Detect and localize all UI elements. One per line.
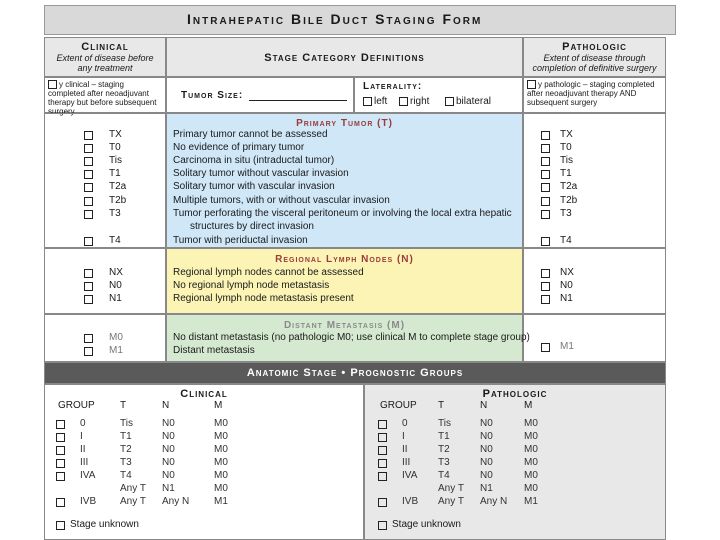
clinical-y-cell xyxy=(44,77,166,117)
anatomic-clinical-title: Clinical xyxy=(180,388,228,400)
pathologic-t1-checkbox[interactable] xyxy=(541,170,550,179)
n-definition-2: Regional lymph node metastasis present xyxy=(173,293,354,304)
clinical-code-n0: N0 xyxy=(109,280,122,291)
pathologic-header-group: GROUP xyxy=(380,400,417,411)
clinical-m-cell xyxy=(44,314,166,362)
anatomic-header xyxy=(44,362,666,384)
clinical-cell-2-2: N0 xyxy=(162,444,175,455)
pathologic-stage-unknown-checkbox[interactable] xyxy=(378,521,387,530)
clinical-code-n1: N1 xyxy=(109,293,122,304)
pathologic-code-t4: T4 xyxy=(560,235,572,246)
clinical-cell-3-3: M0 xyxy=(214,457,228,468)
clinical-code-t2a: T2a xyxy=(109,181,127,192)
clinical-cell-1-2: N0 xyxy=(162,431,175,442)
clinical-stage-unknown-checkbox[interactable] xyxy=(56,521,65,530)
pathologic-t4-checkbox[interactable] xyxy=(541,237,550,246)
clinical-code-t2b: T2b xyxy=(109,195,127,206)
pathologic-cell-6-3: M1 xyxy=(524,496,538,507)
pathologic-group-II-checkbox[interactable] xyxy=(378,446,387,455)
distant-metastasis-title: Distant Metastasis (M) xyxy=(283,320,406,331)
pathologic-group-IVB-checkbox[interactable] xyxy=(378,498,387,507)
pathologic-m-cell xyxy=(523,314,666,362)
clinical-cell-2-3: M0 xyxy=(214,444,228,455)
clinical-cell-0-2: N0 xyxy=(162,418,175,429)
pathologic-m1-checkbox[interactable] xyxy=(541,343,550,352)
clinical-code-t4: T4 xyxy=(109,235,121,246)
clinical-cell-4-3: M0 xyxy=(214,470,228,481)
pathologic-cell-0-1: Tis xyxy=(438,418,451,429)
pathologic-cell-4-1: T4 xyxy=(438,470,450,481)
pathologic-n0-checkbox[interactable] xyxy=(541,282,550,291)
t-definition-1: No evidence of primary tumor xyxy=(173,142,305,153)
clinical-cell-0-1: Tis xyxy=(120,418,133,429)
t-definition-8: Tumor with periductal invasion xyxy=(173,235,308,246)
anatomic-pathologic-title: Pathologic xyxy=(482,388,548,400)
definitions-title: Stage Category Definitions xyxy=(264,52,425,64)
pathologic-cell-3-0: III xyxy=(402,457,411,468)
clinical-group-IVA-checkbox[interactable] xyxy=(56,472,65,481)
pathologic-code-t2b: T2b xyxy=(560,195,578,206)
pathologic-subtitle: Extent of disease through completion of definitive surgery xyxy=(532,53,657,73)
pathologic-cell-0-2: N0 xyxy=(480,418,493,429)
pathologic-cell-2-2: N0 xyxy=(480,444,493,455)
pathologic-code-m1: M1 xyxy=(560,341,574,352)
pathologic-group-III-checkbox[interactable] xyxy=(378,459,387,468)
clinical-code-m1: M1 xyxy=(109,345,123,356)
pathologic-cell-1-2: N0 xyxy=(480,431,493,442)
clinical-cell-3-0: III xyxy=(80,457,89,468)
clinical-group-IVB-checkbox[interactable] xyxy=(56,498,65,507)
m-definition-1: Distant metastasis xyxy=(173,345,255,356)
pathologic-title: Pathologic xyxy=(562,41,627,53)
clinical-code-t3: T3 xyxy=(109,208,121,219)
clinical-t-cell xyxy=(44,113,166,248)
clinical-cell-4-0: IVA xyxy=(80,470,96,481)
pathologic-code-tx: TX xyxy=(560,129,573,140)
pathologic-cell-1-0: I xyxy=(402,431,405,442)
tumor-size-field[interactable] xyxy=(249,100,347,101)
pathologic-t2b-checkbox[interactable] xyxy=(541,197,550,206)
laterality-cell xyxy=(354,77,523,113)
clinical-header xyxy=(44,37,166,77)
clinical-y-checkbox[interactable] xyxy=(48,80,57,89)
pathologic-cell-4-3: M0 xyxy=(524,470,538,481)
pathologic-n1-checkbox[interactable] xyxy=(541,295,550,304)
pathologic-cell-6-1: Any T xyxy=(438,496,464,507)
clinical-n0-checkbox[interactable] xyxy=(84,282,93,291)
laterality-bilateral[interactable]: bilateral xyxy=(445,96,491,107)
laterality-label: Laterality: xyxy=(363,81,423,92)
clinical-t1-checkbox[interactable] xyxy=(84,170,93,179)
clinical-header-group: GROUP xyxy=(58,400,95,411)
pathologic-cell-6-0: IVB xyxy=(402,496,419,507)
pathologic-y-cell xyxy=(523,77,666,113)
t-definition-5: Multiple tumors, with or without vascular invasion xyxy=(173,195,390,206)
t-definition-2: Carcinoma in situ (intraductal tumor) xyxy=(173,155,335,166)
clinical-n1-checkbox[interactable] xyxy=(84,295,93,304)
clinical-code-t0: T0 xyxy=(109,142,121,153)
pathologic-cell-3-2: N0 xyxy=(480,457,493,468)
pathologic-code-nx: NX xyxy=(560,267,574,278)
n-definition-0: Regional lymph nodes cannot be assessed xyxy=(173,267,364,278)
primary-tumor-title: Primary Tumor (T) xyxy=(296,118,393,129)
definitions-header xyxy=(166,37,523,77)
clinical-code-m0: M0 xyxy=(109,332,123,343)
clinical-cell-6-1: Any T xyxy=(120,496,146,507)
pathologic-header-t: T xyxy=(438,400,445,411)
clinical-code-nx: NX xyxy=(109,267,123,278)
laterality-bilateral-checkbox[interactable] xyxy=(445,97,454,106)
clinical-t2b-checkbox[interactable] xyxy=(84,197,93,206)
pathologic-cell-2-1: T2 xyxy=(438,444,450,455)
pathologic-cell-1-1: T1 xyxy=(438,431,450,442)
pathologic-stage-unknown-label: Stage unknown xyxy=(392,519,461,530)
clinical-cell-1-0: I xyxy=(80,431,83,442)
pathologic-header-m: M xyxy=(524,400,533,411)
clinical-t3-checkbox[interactable] xyxy=(84,210,93,219)
clinical-m1-checkbox[interactable] xyxy=(84,347,93,356)
pathologic-cell-4-0: IVA xyxy=(402,470,418,481)
pathologic-cell-5-3: M0 xyxy=(524,483,538,494)
pathologic-group-I-checkbox[interactable] xyxy=(378,433,387,442)
pathologic-code-t2a: T2a xyxy=(560,181,578,192)
t-definition-3: Solitary tumor without vascular invasion xyxy=(173,168,349,179)
clinical-code-t1: T1 xyxy=(109,168,121,179)
clinical-cell-4-1: T4 xyxy=(120,470,132,481)
pathologic-cell-3-1: T3 xyxy=(438,457,450,468)
clinical-cell-5-2: N1 xyxy=(162,483,175,494)
form-title: Intrahepatic Bile Duct Staging Form xyxy=(187,11,483,27)
clinical-cell-3-2: N0 xyxy=(162,457,175,468)
pathologic-tx-checkbox[interactable] xyxy=(541,131,550,140)
n-definition-1: No regional lymph node metastasis xyxy=(173,280,330,291)
clinical-group-I-checkbox[interactable] xyxy=(56,433,65,442)
clinical-cell-6-2: Any N xyxy=(162,496,190,507)
clinical-tis-checkbox[interactable] xyxy=(84,157,93,166)
pathologic-code-n1: N1 xyxy=(560,293,573,304)
laterality-right-checkbox[interactable] xyxy=(399,97,408,106)
t-definition-7: structures by direct invasion xyxy=(190,221,314,232)
anatomic-title: Anatomic Stage • Prognostic Groups xyxy=(246,367,464,379)
clinical-stage-unknown-label: Stage unknown xyxy=(70,519,139,530)
pathologic-cell-5-1: Any T xyxy=(438,483,464,494)
t-definition-4: Solitary tumor with vascular invasion xyxy=(173,181,335,192)
pathologic-group-0-checkbox[interactable] xyxy=(378,420,387,429)
pathologic-t2a-checkbox[interactable] xyxy=(541,183,550,192)
pathologic-t3-checkbox[interactable] xyxy=(541,210,550,219)
pathologic-n-cell xyxy=(523,248,666,314)
clinical-group-II-checkbox[interactable] xyxy=(56,446,65,455)
pathologic-t0-checkbox[interactable] xyxy=(541,144,550,153)
clinical-subtitle: Extent of disease before any treatment xyxy=(56,53,154,73)
pathologic-cell-5-2: N1 xyxy=(480,483,493,494)
pathologic-group-IVA-checkbox[interactable] xyxy=(378,472,387,481)
pathologic-code-tis: Tis xyxy=(560,155,573,166)
pathologic-cell-0-3: M0 xyxy=(524,418,538,429)
laterality-right[interactable]: right xyxy=(399,96,429,107)
clinical-code-tx: TX xyxy=(109,129,122,140)
clinical-m0-checkbox[interactable] xyxy=(84,334,93,343)
regional-nodes-title: Regional Lymph Nodes (N) xyxy=(275,254,414,265)
pathologic-code-n0: N0 xyxy=(560,280,573,291)
clinical-cell-1-3: M0 xyxy=(214,431,228,442)
clinical-cell-6-0: IVB xyxy=(80,496,97,507)
clinical-group-0-checkbox[interactable] xyxy=(56,420,65,429)
clinical-header-m: M xyxy=(214,400,223,411)
tumor-size-label: Tumor Size: xyxy=(181,90,244,101)
clinical-header-n: N xyxy=(162,400,170,411)
pathologic-tis-checkbox[interactable] xyxy=(541,157,550,166)
pathologic-cell-1-3: M0 xyxy=(524,431,538,442)
pathologic-header-n: N xyxy=(480,400,488,411)
t-definition-6: Tumor perforating the visceral peritoneum or involving the local extra hepatic xyxy=(173,208,512,219)
tumor-size-cell xyxy=(166,77,354,113)
pathologic-y-note: y pathologic – staging completed after neoadjuvant therapy AND subsequent surgery xyxy=(527,80,655,108)
form-header xyxy=(44,5,676,35)
pathologic-y-checkbox[interactable] xyxy=(527,80,536,89)
clinical-cell-5-3: M0 xyxy=(214,483,228,494)
pathologic-cell-4-2: N0 xyxy=(480,470,493,481)
clinical-group-III-checkbox[interactable] xyxy=(56,459,65,468)
pathologic-code-t3: T3 xyxy=(560,208,572,219)
pathologic-code-t1: T1 xyxy=(560,168,572,179)
t-definition-0: Primary tumor cannot be assessed xyxy=(173,129,328,140)
clinical-cell-4-2: N0 xyxy=(162,470,175,481)
laterality-left-checkbox[interactable] xyxy=(363,97,372,106)
clinical-tx-checkbox[interactable] xyxy=(84,131,93,140)
clinical-cell-3-1: T3 xyxy=(120,457,132,468)
clinical-cell-5-1: Any T xyxy=(120,483,146,494)
clinical-y-note: y clinical – staging completed after neoadjuvant therapy but before subsequent surgery xyxy=(48,80,157,117)
clinical-cell-0-3: M0 xyxy=(214,418,228,429)
m-definition-0: No distant metastasis (no pathologic M0; use clinical M to complete stage group) xyxy=(173,332,530,343)
pathologic-code-t0: T0 xyxy=(560,142,572,153)
clinical-cell-1-1: T1 xyxy=(120,431,132,442)
clinical-cell-0-0: 0 xyxy=(80,418,86,429)
clinical-cell-6-3: M1 xyxy=(214,496,228,507)
pathologic-cell-2-0: II xyxy=(402,444,408,455)
pathologic-cell-0-0: 0 xyxy=(402,418,408,429)
laterality-left[interactable]: left xyxy=(363,96,387,107)
clinical-header-t: T xyxy=(120,400,127,411)
clinical-code-tis: Tis xyxy=(109,155,122,166)
pathologic-cell-2-3: M0 xyxy=(524,444,538,455)
clinical-title: Clinical xyxy=(81,41,129,53)
clinical-n-cell xyxy=(44,248,166,314)
clinical-nx-checkbox[interactable] xyxy=(84,269,93,278)
pathologic-header xyxy=(523,37,666,77)
clinical-t4-checkbox[interactable] xyxy=(84,237,93,246)
clinical-t0-checkbox[interactable] xyxy=(84,144,93,153)
clinical-cell-2-0: II xyxy=(80,444,86,455)
pathologic-cell-3-3: M0 xyxy=(524,457,538,468)
clinical-t2a-checkbox[interactable] xyxy=(84,183,93,192)
clinical-cell-2-1: T2 xyxy=(120,444,132,455)
pathologic-nx-checkbox[interactable] xyxy=(541,269,550,278)
pathologic-cell-6-2: Any N xyxy=(480,496,508,507)
